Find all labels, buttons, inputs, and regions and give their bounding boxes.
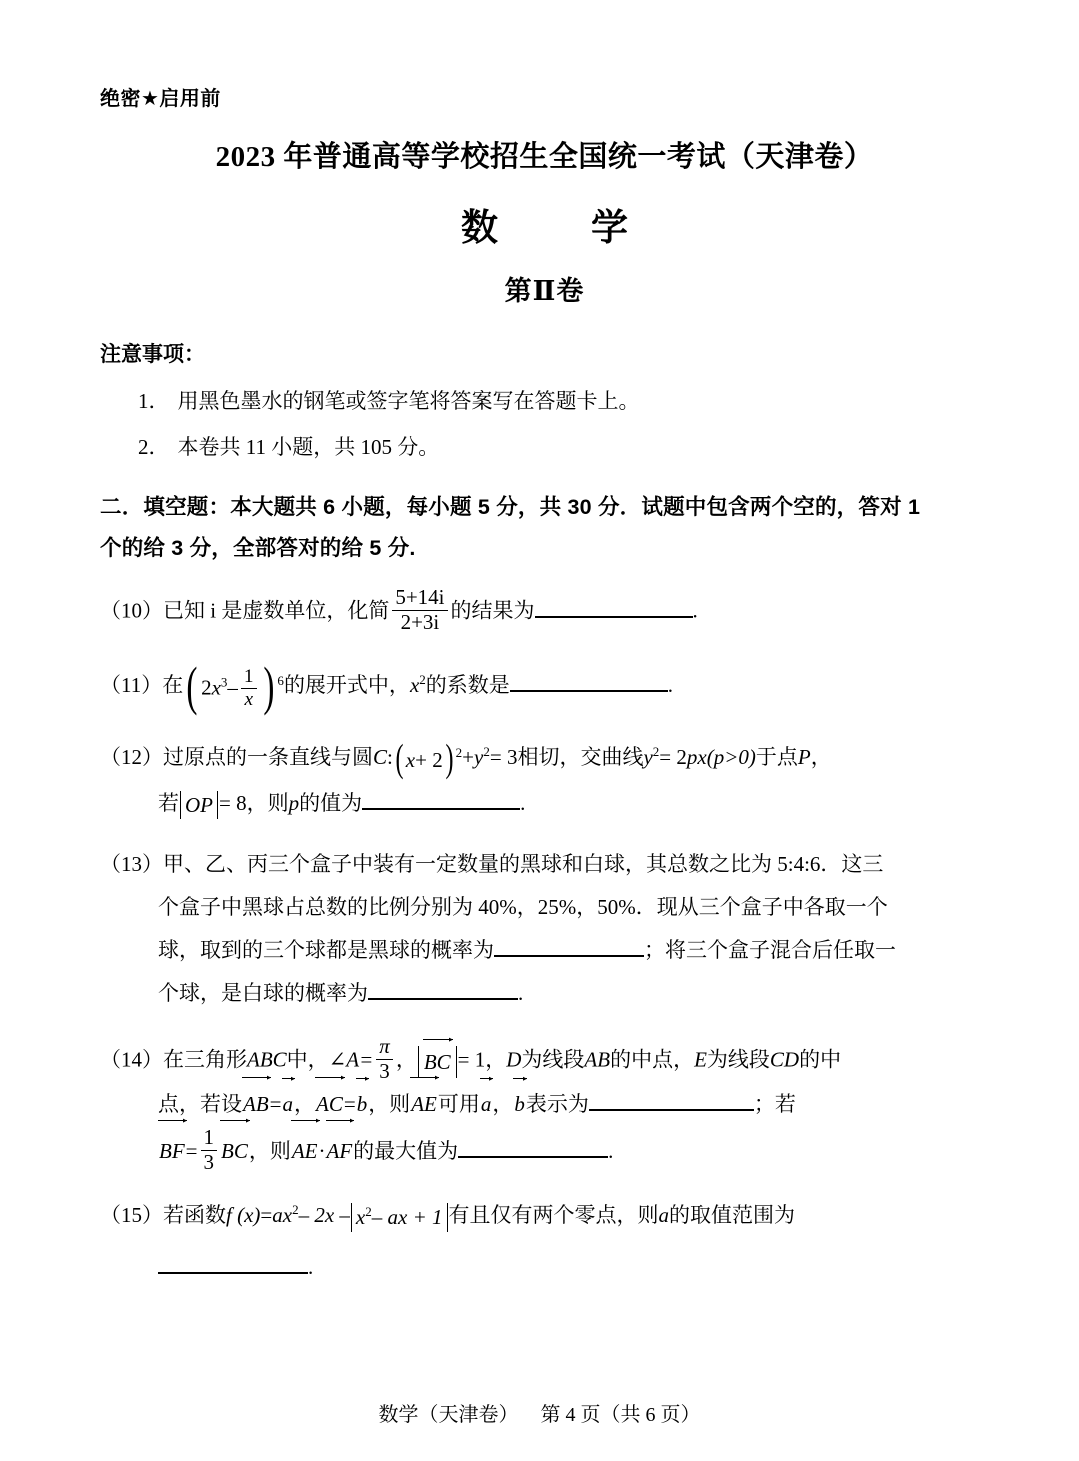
binomial-minus: – [227,675,238,700]
question-15 [100,1194,989,1296]
page-footer [0,1398,1079,1427]
vector-b-2: b [513,1083,526,1126]
answer-blank[interactable] [535,616,693,618]
triangle-abc: ABC [247,1047,287,1072]
question-12-text-d: ， [810,745,832,770]
question-13 [100,843,989,1015]
footer-page-number: 第 4 页（共 6 页） [540,1404,701,1426]
bc-equals: = 1 [457,1047,486,1072]
vector-ab: AB [242,1083,270,1126]
binomial-variable-exponent: 3 [220,674,228,690]
vector-bf: BF [158,1126,186,1176]
subject-title: 数 学 [461,207,656,248]
point-e-label: E [694,1047,707,1072]
fraction-numerator: 1 [243,665,254,687]
question-10-text-b: 的结果为 [450,598,535,623]
equals-3: = [185,1139,198,1164]
question-12-line2-c: 的值为 [299,790,363,815]
binomial-expression [183,656,284,717]
comma-2: ，则 [368,1092,411,1117]
section-heading [100,487,989,571]
complex-fraction [392,586,447,634]
question-13-text-line2: 个盒子中黑球占总数的比例分别为 40%，25%，50%．现从三个盒子中各取一个 [158,894,888,919]
function-fx: f (x) [226,1203,261,1228]
question-14-text-a: 在三角形 [163,1047,247,1072]
fraction-numerator: π [379,1033,390,1058]
point-p-label: P [797,745,811,770]
fraction-denominator: 3 [376,1059,393,1084]
equals-2: = [343,1092,356,1117]
question-14-line3-a: ，则 [248,1139,291,1164]
vector-bc-2: BC [220,1126,249,1176]
binomial-body [201,666,260,710]
notice-item-number: 2． [138,435,170,460]
circle-label: C [373,745,388,770]
dot-product-operator: · [318,1139,326,1164]
point-d-label: D [506,1047,522,1072]
parabola-condition: (p>0) [706,745,756,770]
fraction-denominator: x [241,688,257,711]
circle-y-exponent: 2 [483,744,490,760]
question-13-line-2 [100,886,989,929]
answer-blank[interactable] [494,955,644,957]
binomial-coefficient: 2 [201,675,212,700]
question-12-text-c: 于点 [755,745,798,770]
question-13-line-4 [100,972,989,1015]
question-14-line2-d: ；若 [753,1092,796,1117]
absolute-value-bc [418,1046,457,1079]
absolute-value-quadratic [351,1203,448,1231]
right-paren: ) [445,737,454,781]
question-12-line-1 [100,736,989,782]
question-10-text-a: 已知 i 是虚数单位，化简 [163,598,390,623]
fraction-denominator: 2+3i [392,610,447,635]
vector-bc: BC [423,1046,452,1079]
pi-over-three [376,1035,393,1083]
question-12-text-b: 相切，交曲线 [517,745,644,770]
question-14-line-1 [100,1035,989,1083]
question-14-text-d: ， [485,1047,507,1072]
answer-blank[interactable] [510,690,668,692]
exam-title: 2023 年普通高等学校招生全国统一考试（天津卷） [215,141,874,173]
question-15-text-c: 的取值范围为 [669,1203,796,1228]
op-equals: = 8 [219,790,247,815]
circle-variable-y: y [474,745,484,770]
notice-item [100,434,989,460]
segment-ab: AB [584,1047,611,1072]
question-12-line-2 [100,782,989,825]
binomial-exponent: 6 [277,672,284,688]
notice-item-text: 用黑色墨水的钢笔或签字笔将答案写在答题卡上。 [177,389,640,413]
question-10 [100,586,989,634]
question-12 [100,736,989,825]
question-14-text-e: 为线段 [521,1047,585,1072]
answer-blank[interactable] [368,998,518,1000]
question-13-text-line4a: 个球，是白球的概率为 [158,980,368,1005]
question-14-text-f: 的中点， [610,1047,695,1072]
abs-variable-exponent: 2 [365,1204,372,1220]
vector-a-2: a [480,1083,493,1126]
question-15-line-2 [100,1238,989,1297]
question-12-line2-a: 若 [158,790,179,815]
question-10-line [100,586,989,634]
question-11-period: . [667,673,674,698]
question-13-text-line1: 甲、乙、丙三个盒子中装有一定数量的黑球和白球，其总数之比为 5:4:6．这三 [163,851,884,876]
question-14-text-c: ， [395,1047,417,1072]
abs-variable-x: x [355,1205,366,1230]
vector-a: a [282,1083,295,1126]
question-11-line [100,656,989,717]
answer-blank[interactable] [458,1156,608,1158]
binomial-fraction [241,666,257,710]
circle-plus-two: + 2 [415,747,443,772]
question-15-number: （15） [100,1203,163,1228]
segment-op: OP [185,792,213,817]
fraction-numerator: 1 [203,1125,214,1150]
circle-exponent: 2 [455,745,463,761]
question-11-text-c: 的系数是 [425,673,510,698]
answer-blank[interactable] [589,1109,754,1111]
circle-equation [393,737,462,782]
question-14-text-h: 的中 [799,1047,842,1072]
question-13-period: . [518,980,524,1005]
question-14-line2-b: 可用 [437,1092,480,1117]
variable-a: a [658,1203,670,1228]
term-ax-exponent: 2 [292,1202,299,1218]
question-11-number: （11） [100,673,163,698]
question-15-period: . [308,1254,314,1279]
parabola-equals: = 2 [659,745,687,770]
question-13-text-line3b: ；将三个盒子混合后任取一 [644,937,896,962]
right-paren: ) [262,656,275,717]
question-14-number: （14） [100,1047,163,1072]
fraction-numerator: 5+14i [395,585,445,610]
question-13-line-1 [100,843,989,886]
question-14-line-3 [100,1126,989,1176]
question-14-line2-c: 表示为 [525,1092,589,1117]
abs-remainder: – ax + 1 [371,1205,443,1230]
answer-blank[interactable] [158,1272,308,1274]
question-10-number: （10） [100,598,163,623]
question-14-period: . [608,1139,614,1164]
term-minus-2x: – 2x – [298,1203,350,1228]
question-15-text-b: 有且仅有两个零点，则 [448,1203,659,1228]
circle-colon: : [387,745,393,770]
volume-title: 第Ⅱ卷 [504,276,585,306]
function-equals: = [260,1203,273,1228]
circle-variable-x: x [405,747,416,772]
vector-af: AF [326,1126,354,1176]
question-14 [100,1035,989,1176]
circle-plus: + [462,745,475,770]
notice-item-text: 本卷共 11 小题，共 105 分。 [177,435,440,460]
question-15-line-1 [100,1194,989,1237]
question-12-text-a: 过原点的一条直线与圆 [163,745,373,770]
fraction-denominator: 3 [201,1150,218,1175]
absolute-value-op [180,791,218,819]
parabola-y: y [643,745,653,770]
question-13-number: （13） [100,851,163,876]
question-15-text-a: 若函数 [163,1203,226,1228]
coefficient-variable: x [409,673,420,698]
comma-1: ， [294,1092,315,1117]
secret-notice: 绝密★启用前 [100,88,221,110]
one-third-fraction [201,1126,218,1174]
parabola-y-exponent: 2 [652,744,660,760]
question-13-text-line3a: 球，取到的三个球都是黑球的概率为 [158,937,494,962]
question-11-text-b: 的展开式中， [283,673,410,698]
binomial-variable: x [211,675,221,700]
notice-item-number: 1． [138,389,170,413]
question-12-number: （12） [100,745,163,770]
question-14-line3-b: 的最大值为 [353,1139,459,1164]
question-14-line2-a: 点，若设 [158,1092,242,1117]
comma-3: ， [492,1092,514,1117]
notice-item [100,388,989,414]
parabola-px: px [686,745,707,770]
angle-a-label: ∠A= [328,1047,374,1072]
term-ax: ax [272,1203,293,1228]
vector-ae-2: AE [291,1126,319,1176]
left-paren: ( [395,737,404,781]
vector-ae: AE [410,1083,438,1126]
question-10-period: . [692,598,698,623]
vector-b: b [356,1083,369,1126]
question-14-text-b: 中， [286,1047,329,1072]
circle-binomial [406,739,443,782]
notice-heading: 注意事项： [100,343,205,366]
question-12-period: . [520,790,526,815]
circle-equals: = 3 [489,745,518,770]
question-11 [100,656,989,717]
question-11-text-a: 在 [162,673,184,698]
question-14-text-g: 为线段 [706,1047,770,1072]
left-paren: ( [186,656,198,717]
segment-cd: CD [769,1047,800,1072]
equals-1: = [269,1092,282,1117]
section-heading-line1: 二．填空题：本大题共 6 小题，每小题 5 分，共 30 分．试题中包含两个空的，答对 1 [100,494,921,519]
variable-p: p [288,790,300,815]
section-heading-line2: 个的给 3 分，全部答对的给 5 分. [100,536,416,561]
answer-blank[interactable] [362,808,520,810]
vector-ac: AC [315,1083,344,1126]
question-12-line2-b: ，则 [246,790,289,815]
footer-subject: 数学（天津卷） [378,1404,519,1426]
question-13-line-3 [100,929,989,972]
coefficient-variable-exponent: 2 [419,672,426,688]
